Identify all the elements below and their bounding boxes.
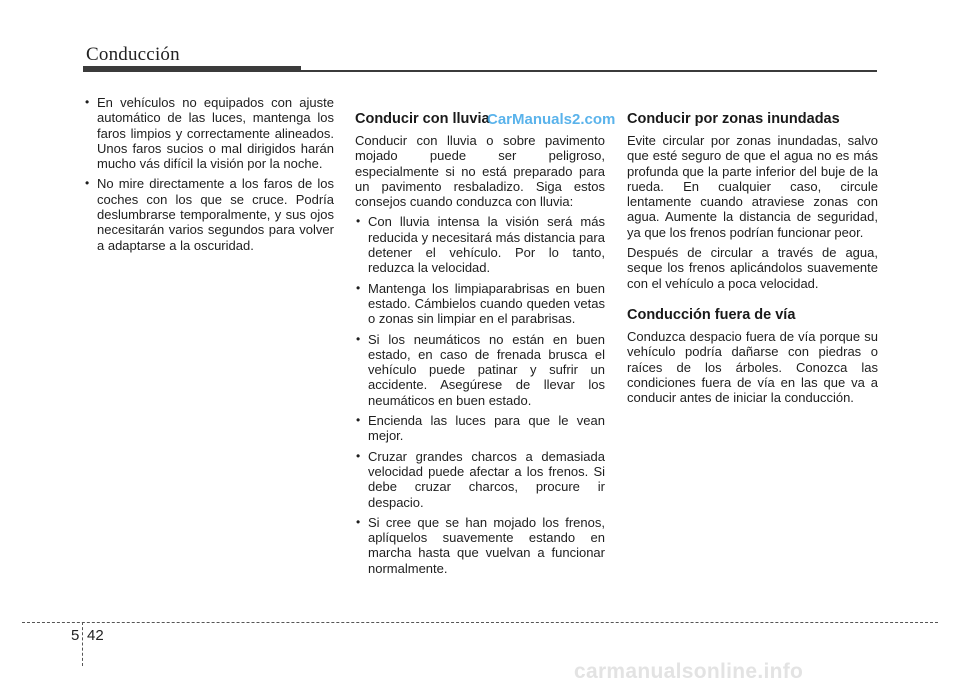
list-item-text: Encienda las luces para que le vean mejor. [368, 413, 605, 444]
bullet-icon: • [356, 280, 361, 295]
bullet-icon: • [356, 214, 361, 229]
bullet-icon: • [85, 95, 90, 109]
list-item-text: Si los neumáticos no están en buen estado, en caso de frenada brusca el vehículo puede patinar y sufrir un accidente. Asegúrese de llevar los neumáticos en buen estado. [368, 331, 605, 408]
bullet-icon: • [356, 331, 361, 346]
list-item-text: En vehículos no equipados con ajuste automático de las luces, mantenga los faros limpios y correctamente alineados. Unos faros sucios o mal dirigidos harán mucho vás difícil la visión por la noche. [97, 95, 334, 172]
column-2 [355, 111, 605, 581]
bullet-icon: • [356, 448, 361, 463]
section-heading-offroad: Conducción fuera de vía [627, 306, 796, 323]
list-item [355, 214, 605, 275]
column-3 [627, 111, 878, 410]
bullet-list [84, 95, 334, 253]
list-item [355, 332, 605, 408]
section-paragraph: Evite circular por zonas inundadas, salvo que esté seguro de que el agua no es más profunda que la parte inferior del buje de la rueda. En cualquier caso, circule lentamente cuando atraviese zonas con agua. Aumente la distancia de seguridad, ya que los frenos podrían funcionar peor. [627, 133, 878, 240]
footer-divider [82, 622, 83, 666]
header-rule-thin [301, 70, 877, 72]
page-number: 42 [87, 627, 104, 644]
list-item-text: No mire directamente a los faros de los coches con los que se cruce. Podría deslumbrarse temporalmente, y sus ojos necesitarán varios segundos para volver a adaptarse a la oscuridad. [97, 176, 334, 253]
header-rule-thick [83, 66, 301, 72]
bullet-icon: • [356, 514, 361, 529]
watermark-carmanuals2: CarManuals2.com [487, 111, 616, 128]
column-1 [84, 95, 334, 258]
section-heading-flooded: Conducir por zonas inundadas [627, 111, 840, 127]
list-item-text: Con lluvia intensa la visión será más reducida y necesitará más distancia para detener el vehículo. Por lo tanto, reduzca la velocidad. [368, 214, 605, 276]
bullet-list [355, 214, 605, 576]
list-item [355, 413, 605, 444]
section-number: 5 [71, 627, 80, 644]
watermark-carmanualsonline: carmanualsonline.info [574, 660, 804, 683]
section-heading-rain: Conducir con lluvia [355, 111, 490, 127]
list-item [84, 176, 334, 252]
list-item [355, 449, 605, 510]
list-item [84, 95, 334, 171]
list-item-text: Cruzar grandes charcos a demasiada velocidad puede afectar a los frenos. Si debe cruzar charcos, procure ir despacio. [368, 448, 605, 510]
section-paragraph: Conduzca despacio fuera de vía porque su vehículo podría dañarse con piedras o raíces de los árboles. Conozca las condiciones fuera de vía en las que va a conducir antes de iniciar la conducción. [627, 328, 878, 406]
footer-rule [22, 622, 938, 623]
bullet-icon: • [356, 413, 361, 428]
list-item-text: Si cree que se han mojado los frenos, aplíquelos suavemente estando en marcha hasta que vuelvan a funcionar normalmente. [368, 514, 605, 576]
section-paragraph: Después de circular a través de agua, seque los frenos aplicándolos suavemente con el vehículo a poca velocidad. [627, 245, 878, 291]
list-item [355, 281, 605, 327]
page-title: Conducción [86, 44, 180, 65]
list-item [355, 515, 605, 576]
bullet-icon: • [85, 176, 90, 191]
list-item-text: Mantenga los limpiaparabrisas en buen estado. Cámbielos cuando queden vetas o zonas sin limpiar en el parabrisas. [368, 280, 605, 327]
section-intro: Conducir con lluvia o sobre pavimento mojado puede ser peligroso, especialmente si no está preparado para un pavimento resbaladizo. Siga estos consejos cuando conduzca con lluvia: [355, 133, 605, 210]
